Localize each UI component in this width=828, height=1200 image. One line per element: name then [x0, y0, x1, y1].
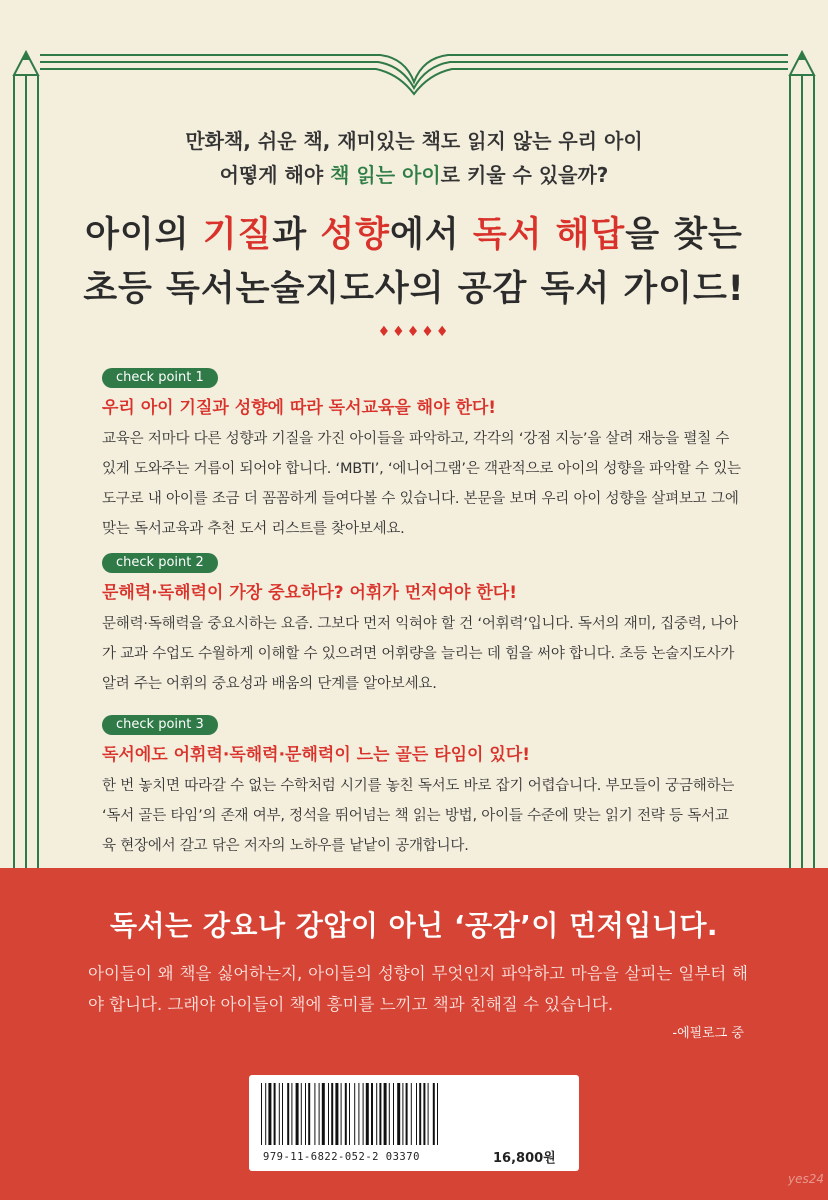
barcode-bar: [366, 1083, 369, 1145]
intro-line-1: 만화책, 쉬운 책, 재미있는 책도 읽지 않는 우리 아이: [185, 129, 643, 153]
check-point-badge: check point 3: [102, 715, 218, 735]
headline-part: 아이의: [85, 215, 203, 255]
barcode-bar: [371, 1083, 373, 1145]
barcode-bar: [393, 1083, 394, 1145]
barcode-bar: [331, 1083, 333, 1145]
headline-part: 을 찾는: [625, 215, 743, 255]
barcode-bar: [279, 1083, 280, 1145]
isbn-number: 979-11-6822-052-2 03370: [263, 1151, 420, 1163]
diamond-ornament: ♦♦♦♦♦: [377, 324, 451, 340]
barcode-bar: [291, 1083, 292, 1145]
barcode-bar: [301, 1083, 302, 1145]
check-point-title: 독서에도 어휘력·독해력·문해력이 느는 골든 타임이 있다!: [102, 745, 530, 765]
intro-line-2: [0, 158, 828, 192]
open-book-outline: [40, 55, 788, 94]
barcode-bar: [296, 1083, 299, 1145]
barcode-bar: [363, 1083, 364, 1145]
quote-source: -에필로그 중: [672, 1026, 744, 1041]
barcode-bar: [308, 1083, 310, 1145]
barcode-bar: [419, 1083, 421, 1145]
barcode-bar: [358, 1083, 359, 1145]
watermark: yes24: [788, 1172, 825, 1186]
barcode-bar: [322, 1083, 325, 1145]
quote-body: 아이들이 왜 책을 싫어하는지, 아이들의 성향이 무엇인지 파악하고 마음을 살피는 일부터 해야 합니다. 그래야 아이들이 책에 흥미를 느끼고 책과 친해질 수 있습니다.: [88, 964, 748, 1014]
barcode-bar: [287, 1083, 289, 1145]
check-point-2: [102, 551, 742, 699]
barcode-icon: [261, 1083, 481, 1149]
intro-line-2-pre: 어떻게 해야: [219, 163, 331, 187]
barcode-panel: [249, 1075, 579, 1171]
headline: [0, 208, 828, 316]
barcode-bar: [268, 1083, 271, 1145]
barcode-bar: [345, 1083, 347, 1145]
check-point-3: [102, 713, 742, 861]
barcode-bar: [433, 1083, 435, 1145]
intro-line-2-post: 로 키울 수 있을까?: [440, 163, 609, 187]
barcode-bar: [314, 1083, 315, 1145]
headline-part: 에서: [390, 215, 473, 255]
check-point-title: 문해력·독해력이 가장 중요하다? 어휘가 먼저여야 한다!: [102, 583, 517, 603]
headline-keyword-temperament: 기질: [202, 215, 273, 255]
barcode-bar: [265, 1083, 266, 1145]
barcode-bar: [411, 1083, 412, 1145]
barcode-bar: [282, 1083, 283, 1145]
barcode-bar: [397, 1083, 400, 1145]
check-point-body: 한 번 놓치면 따라갈 수 없는 수학처럼 시기를 놓친 독서도 바로 잡기 어렵습니다. 부모들이 궁금해하는 ‘독서 골든 타임’의 존재 여부, 정석을 뛰어넘는 책 읽는 방법, 아이들 수준에 맞는 읽기 전략 등 독서교육 현장에서 갈고 닦은 저자의 노하우를 낱낱이 공개합니다.: [102, 778, 735, 854]
barcode-bar: [423, 1083, 425, 1145]
barcode-bar: [384, 1083, 387, 1145]
headline-line-2: 초등 독서논술지도사의 공감 독서 가이드!: [83, 269, 745, 309]
barcode-bar: [341, 1083, 342, 1145]
barcode-bar: [416, 1083, 417, 1145]
check-point-body: 문해력·독해력을 중요시하는 요즘. 그보다 먼저 익혀야 할 건 ‘어휘력’입니다. 독서의 재미, 집중력, 나아가 교과 수업도 수월하게 이해할 수 있으려면 어휘량을 늘리는 데 힘을 써야 합니다. 초등 논술지도사가 알려 주는 어휘의 중요성과 배움의 단계를 알아보세요.: [102, 616, 739, 692]
headline-keyword-tendency: 성향: [320, 215, 390, 255]
headline-line-1: [0, 208, 828, 262]
barcode-bar: [354, 1083, 355, 1145]
barcode-bar: [437, 1083, 438, 1145]
barcode-bar: [402, 1083, 403, 1145]
barcode-bar: [406, 1083, 408, 1145]
price: 16,800원: [493, 1151, 556, 1166]
check-point-badge: check point 1: [102, 368, 218, 388]
barcode-bar: [428, 1083, 429, 1145]
barcode-bar: [379, 1083, 381, 1145]
barcode-bar: [261, 1083, 262, 1145]
check-point-title: 우리 아이 기질과 성향에 따라 독서교육을 해야 한다!: [102, 398, 497, 418]
barcode-bar: [274, 1083, 276, 1145]
barcode-bar: [389, 1083, 390, 1145]
barcode-bar: [305, 1083, 306, 1145]
barcode-bar: [349, 1083, 350, 1145]
intro-highlight: 책 읽는 아이: [330, 163, 441, 187]
barcode-bar: [376, 1083, 377, 1145]
check-point-1: [102, 366, 742, 544]
barcode-bar: [335, 1083, 338, 1145]
check-point-badge: check point 2: [102, 553, 218, 573]
intro-text: [0, 124, 828, 192]
headline-part: 과: [272, 215, 321, 255]
quote-title: 독서는 강요나 강압이 아닌 ‘공감’이 먼저입니다.: [109, 909, 719, 942]
check-point-body: 교육은 저마다 다른 성향과 기질을 가진 아이들을 파악하고, 각각의 ‘강점 지능’을 살려 재능을 펼칠 수 있게 도와주는 거름이 되어야 합니다. ‘MBTI’, ‘에니어그램’은 객관적으로 아이의 성향을 파악할 수 있는 도구로 내 아이를 조금 더 꼼꼼하게 들여다볼 수 있습니다. 본문을 보며 우리 아이 성향을 살펴보고 그에 맞는 독서교육과 추천 도서 리스트를 찾아보세요.: [102, 431, 741, 537]
barcode-bar: [328, 1083, 329, 1145]
barcode-bar: [319, 1083, 320, 1145]
headline-keyword-answer: 독서 해답: [472, 215, 626, 255]
